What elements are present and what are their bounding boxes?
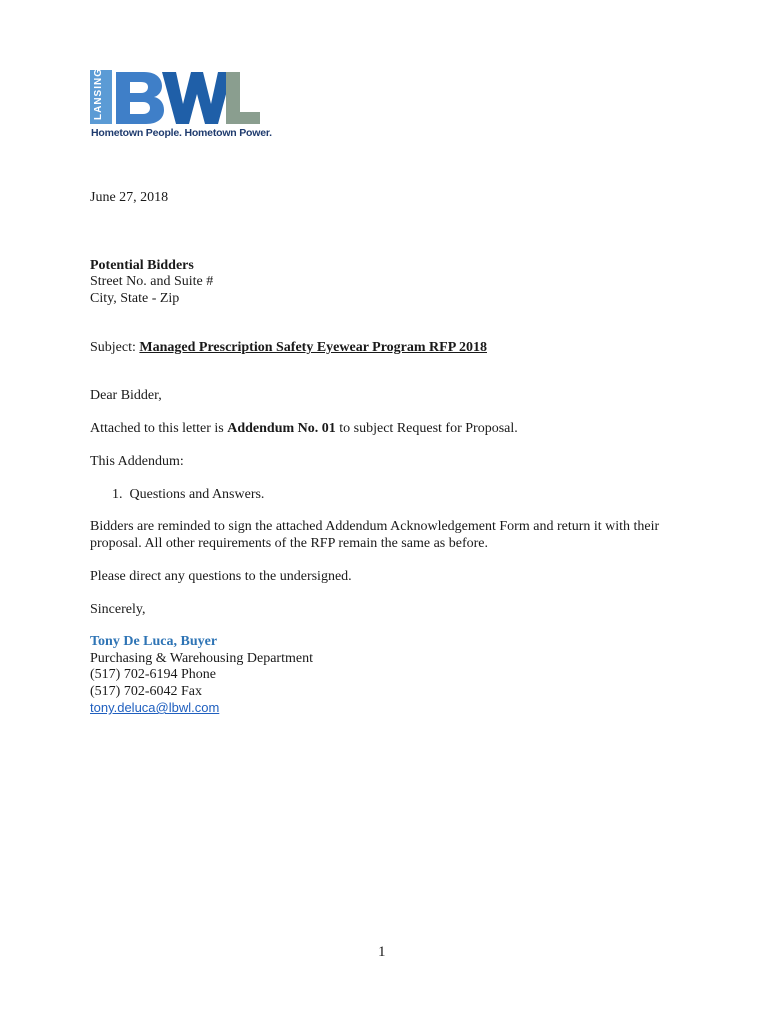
closing: Sincerely, — [90, 602, 146, 617]
reminder-line-1: Bidders are reminded to sign the attached Addendum Acknowledgement Form and return it with their — [90, 519, 660, 534]
recipient-street: Street No. and Suite # — [90, 274, 214, 289]
signature-fax: (517) 702-6042 Fax — [90, 684, 202, 699]
subject-label: Subject: — [90, 340, 140, 355]
signature-name: Tony De Luca, Buyer — [90, 634, 218, 649]
direct-questions: Please direct any questions to the undersigned. — [90, 569, 352, 584]
recipient-city: City, State - Zip — [90, 291, 180, 306]
list-item-number: 1. — [112, 487, 123, 502]
list-item — [112, 487, 264, 504]
bwl-logo — [90, 68, 272, 140]
signature-department: Purchasing & Warehousing Department — [90, 651, 313, 666]
logo-tagline: Hometown People. Hometown Power. — [91, 127, 272, 139]
subject-title: Managed Prescription Safety Eyewear Program RFP 2018 — [139, 340, 487, 355]
this-addendum-label: This Addendum: — [90, 454, 184, 469]
signature-email-line — [90, 700, 219, 718]
salutation: Dear Bidder, — [90, 388, 162, 403]
page-number: 1 — [378, 944, 386, 960]
logo-side-text: LANSING — [93, 68, 104, 120]
logo-letter-b — [116, 72, 164, 124]
reminder-line-2: proposal. All other requirements of the RFP remain the same as before. — [90, 536, 488, 551]
subject-line — [90, 340, 487, 357]
logo-letter-w — [162, 72, 232, 124]
attached-suffix: to subject Request for Proposal. — [335, 421, 518, 436]
addendum-number: Addendum No. 01 — [227, 421, 336, 436]
recipient-name: Potential Bidders — [90, 258, 194, 273]
attached-line — [90, 421, 518, 438]
logo-letters — [114, 70, 262, 126]
attached-prefix: Attached to this letter is — [90, 421, 228, 436]
signature-phone: (517) 702-6194 Phone — [90, 667, 216, 682]
logo-letter-l — [226, 72, 260, 124]
letter-date: June 27, 2018 — [90, 190, 169, 205]
list-item-text: Questions and Answers. — [129, 487, 265, 502]
signature-email-link[interactable]: tony.deluca@lbwl.com — [90, 700, 220, 715]
